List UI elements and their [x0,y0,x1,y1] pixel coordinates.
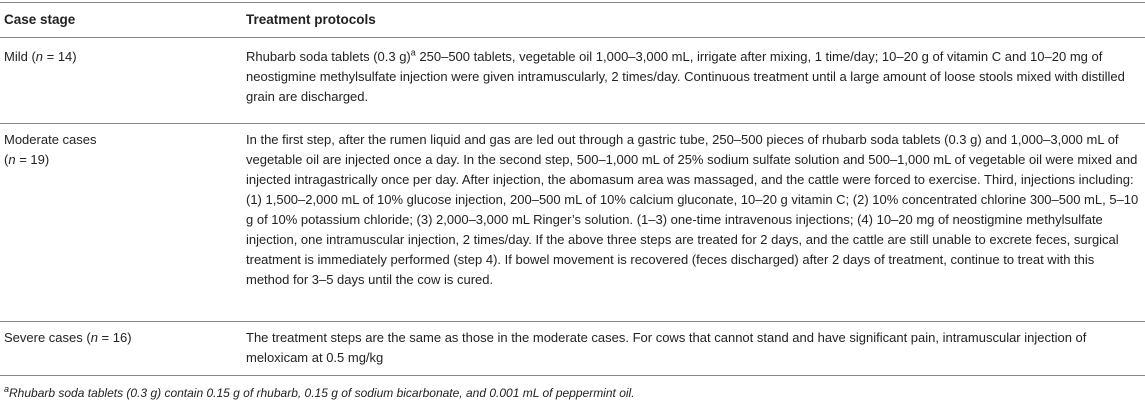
case-stage-cell: Moderate cases (n = 19) [4,132,97,167]
table-row [0,328,1145,372]
row-divider [0,321,1145,322]
case-stage-cell: Severe cases (n = 16) [4,330,132,345]
table-bottom-rule [0,375,1145,376]
footnote-marker: a [410,47,416,58]
footnote-marker: a [4,384,10,394]
header-bottom-rule [0,37,1145,38]
protocol-cell: In the first step, after the rumen liquid and gas are led out through a gastric tube, 250–500 pieces of rhubarb soda tablets (0.3 g) and 1,000–3,000 mL of vegetable oil are injected once a day. In the second step, 500–1,000 mL of 25% sodium sulfate solution and 500–1,000 mL of vegetable oil were mixed and injected intragastrically once per day. After injection, the abomasum area was massaged, and the cattle were forced to exercise. Third, injections including: (1) 1,500–2,000 mL of 10% glucose injection, 200–500 mL of 10% calcium gluconate, 10–20 g vitamin C; (2) 10% concentrated chlorine 300–500 mL, 5–10 g of 10% potassium chloride; (3) 2,000–3,000 mL Ringer’s solution. (1–3) one-time intravenous injections; (4) 10–20 mg of neostigmine methylsulfate injection, one intramuscular injection, 2 times/day. If the above three steps are treated for 2 days, and the cattle are still unable to excrete feces, surgical treatment is immediately performed (step 4). If bowel movement is recovered (feces discharged) after 2 days of treatment, continue to treat with this method for 3–5 days until the cow is cured. [246,132,1139,287]
protocol-cell: The treatment steps are the same as those in the moderate cases. For cows that cannot stand and have significant pain, intramuscular injection of meloxicam at 0.5 mg/kg [246,330,1087,365]
case-stage-cell: Mild (n = 14) [4,49,77,64]
row-divider [0,123,1145,124]
table-header-row [0,10,1145,32]
header-case-stage: Case stage [4,12,76,27]
table-row [0,130,1145,330]
protocol-cell: Rhubarb soda tablets (0.3 g)$^a$ 250–500 tablets, vegetable oil 1,000–3,000 mL, irrigate after mixing, 1 time/day; 10–20 g of vitamin C and 10–20 mg of neostigmine methylsulfate injection were given intramuscularly, 2 times/day. Continuous treatment until a large amount of loose stools mixed with distilled grain are discharged. [246,47,1125,104]
header-treatment-protocols: Treatment protocols [246,12,376,27]
table-top-rule [0,2,1145,3]
table-footnote: $^a$Rhubarb soda tablets (0.3 g) contain 0.15 g of rhubarb, 0.15 g of sodium bicarbonate, and 0.001 mL of peppermint oil. [4,384,635,400]
table-row [0,47,1145,117]
